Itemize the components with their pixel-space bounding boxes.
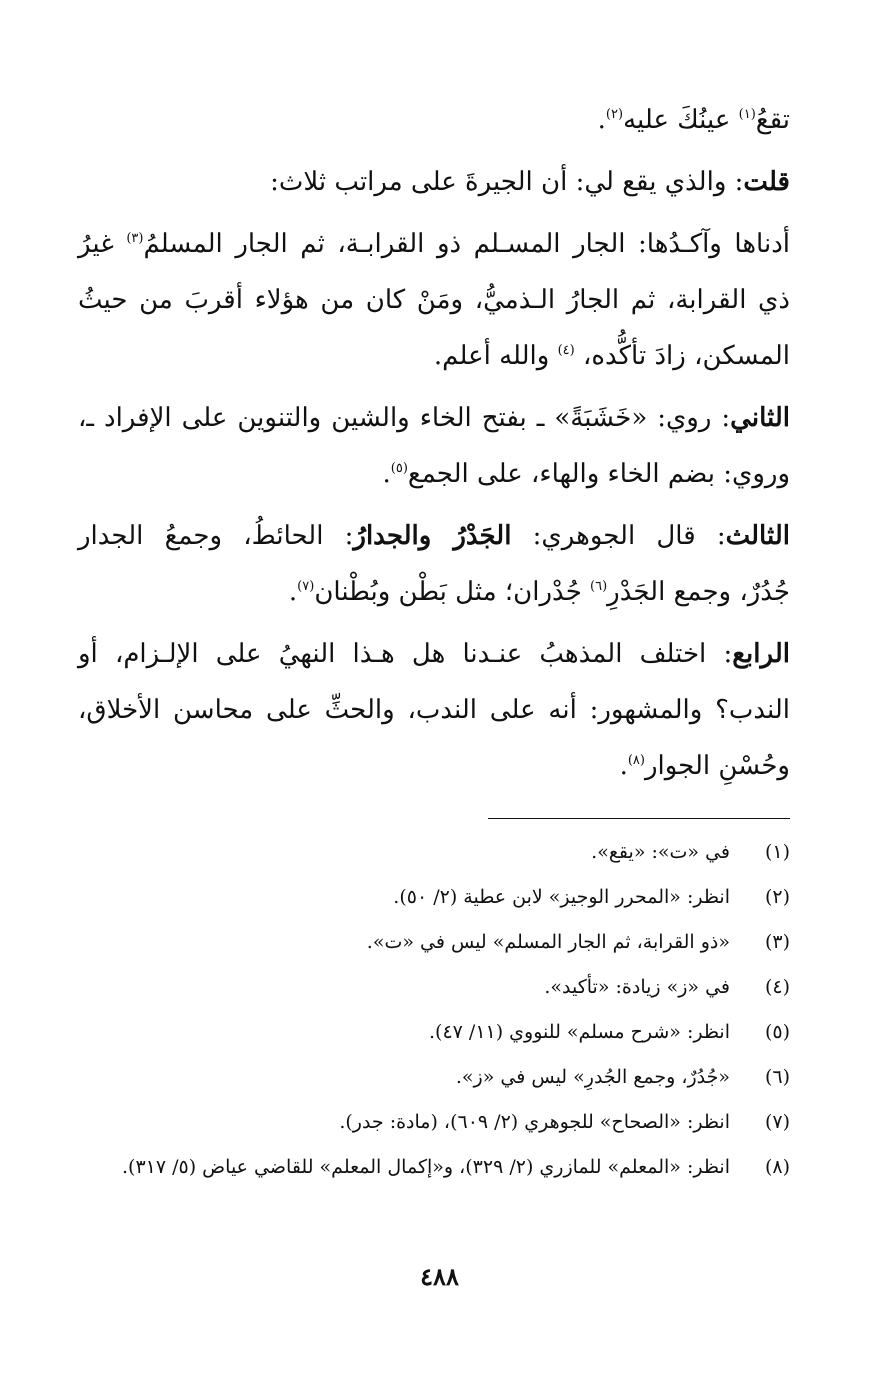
footnote-ref[interactable]: (٥) <box>390 461 408 476</box>
text-run: وروي: بضم الخاء والهاء، على الجمع <box>407 459 790 489</box>
text-run: : والذي يقع لي: أن الجيرةَ على مراتب ثلاث: <box>270 167 744 197</box>
text-run: : الحائطُ، وجمعُ الجدار <box>78 521 354 551</box>
text-run: والله أعلم. <box>433 341 558 371</box>
footnote-ref[interactable]: (٣) <box>126 231 144 246</box>
footnote-number: (٧) <box>764 1111 790 1133</box>
text-line: ذي القرابة، ثم الجارُ الـذميُّ، ومَنْ كان من هؤلاء أقربَ من حيثُ <box>78 285 790 315</box>
footnote-number: (٢) <box>764 886 790 908</box>
footnotes <box>60 830 790 1190</box>
text-line <box>78 508 790 564</box>
text-run: . <box>619 751 628 781</box>
text-line <box>78 446 790 502</box>
text-run: . <box>382 459 391 489</box>
main-text <box>78 92 790 794</box>
footnote-ref[interactable]: (٨) <box>627 753 645 768</box>
text-run: : قال الجوهري: <box>511 521 726 551</box>
footnote-text: انظر: «المعلم» للمازري (٢/ ٣٢٩)، و«إكمال المعلم» للقاضي عياض (٥/ ٣١٧). <box>121 1156 730 1178</box>
footnote <box>60 1055 790 1100</box>
footnote <box>60 965 790 1010</box>
footnote-ref[interactable]: (٦) <box>590 579 608 594</box>
footnote-text: «ذو القرابة، ثم الجار المسلم» ليس في «ت». <box>366 931 730 953</box>
footnote <box>60 875 790 920</box>
paragraph-lead: الثالث <box>725 521 790 551</box>
footnote-ref[interactable]: (٧) <box>297 579 315 594</box>
footnote <box>60 830 790 875</box>
text-line <box>78 328 790 384</box>
footnote <box>60 1010 790 1055</box>
footnote-ref[interactable]: (١) <box>738 107 756 122</box>
footnote-number: (٤) <box>764 976 790 998</box>
footnote <box>60 1145 790 1190</box>
text-line <box>78 564 790 620</box>
footnote-ref[interactable]: (٤) <box>557 343 575 358</box>
footnote-ref[interactable]: (٢) <box>605 107 624 122</box>
text-run: : روي: «خَشَبَةً» ـ بفتح الخاء والشين والتنوين على الإفراد ـ، <box>78 403 731 433</box>
footnote-text: انظر: «المحرر الوجيز» لابن عطية (٢/ ٥٠). <box>393 886 730 908</box>
text-run: المسكن، زادَ تأكُّده، <box>574 341 790 371</box>
text-run: وحُسْنِ الجوار <box>644 751 790 781</box>
text-run: أدناها وآكـدُها: الجار المسـلم ذو القرابـة، ثم الجار المسلمُ <box>143 229 790 259</box>
footnote <box>60 1100 790 1145</box>
text-run: . <box>288 577 298 607</box>
text-run: غيرُ <box>78 229 127 259</box>
text-line <box>78 626 790 682</box>
footnote <box>60 920 790 965</box>
footnote-text: «جُدُرٌ، وجمع الجُدرِ» ليس في «ز». <box>455 1066 730 1088</box>
paragraph-lead: الرابع <box>732 639 790 669</box>
footnote-number: (٨) <box>764 1156 790 1178</box>
text-line <box>78 92 790 148</box>
footnote-text: في «ت»: «يقع». <box>591 841 730 863</box>
text-line <box>78 216 790 272</box>
text-line <box>78 154 790 210</box>
text-run: جُدُرٌ، وجمع الجَدْرِ <box>607 577 790 607</box>
footnote-separator <box>488 818 790 819</box>
footnote-text: انظر: «الصحاح» للجوهري (٢/ ٦٠٩)، (مادة: جدر). <box>339 1111 730 1133</box>
text-run: جُدْران؛ مثل بَطْن وبُطْنان <box>314 577 591 607</box>
term-bold: الجَدْرُ والجدارُ <box>353 521 512 551</box>
text-line <box>78 738 790 794</box>
footnote-number: (٣) <box>764 931 790 953</box>
paragraph-lead: الثاني <box>730 403 790 433</box>
footnote-text: انظر: «شرح مسلم» للنووي (١١/ ٤٧). <box>428 1021 730 1043</box>
footnote-text: في «ز» زيادة: «تأكيد». <box>544 976 730 998</box>
text-line: الندب؟ والمشهور: أنه على الندب، والحثِّ على محاسن الأخلاق، <box>78 695 790 725</box>
text-run: تقعُ <box>755 105 790 135</box>
paragraph-lead: قلت <box>743 167 790 197</box>
footnote-number: (١) <box>764 841 790 863</box>
text-run: عينُكَ عليه <box>623 105 739 135</box>
text-line <box>78 390 790 446</box>
footnote-number: (٥) <box>764 1021 790 1043</box>
footnote-number: (٦) <box>764 1066 790 1088</box>
text-run: . <box>597 105 606 135</box>
page-number: ٤٨٨ <box>420 1262 459 1291</box>
text-run: : اختلف المذهبُ عنـدنا هل هـذا النهيُ على الإلـزام، أو <box>78 639 733 669</box>
